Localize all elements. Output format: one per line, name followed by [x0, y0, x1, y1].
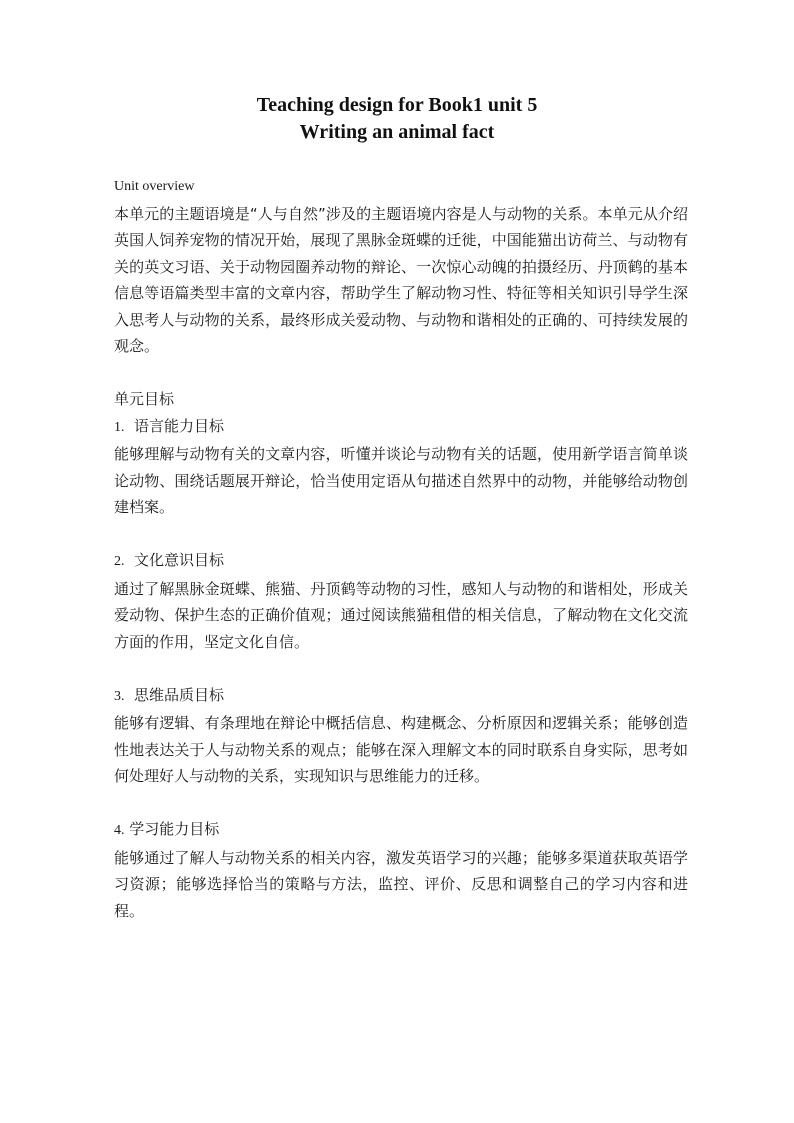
objective-2-body: 通过了解黑脉金斑蝶、熊猫、丹顶鹤等动物的习性，感知人与动物的和谐相处，形成关爱动物、保护生态的正确价值观；通过阅读熊猫租借的相关信息，了解动物在文化交流方面的作用，坚定文化自信。: [114, 579, 688, 651]
objective-3-body: 能够有逻辑、有条理地在辩论中概括信息、构建概念、分析原因和逻辑关系；能够创造性地表达关于人与动物关系的观点；能够在深入理解文本的同时联系自身实际，思考如何处理好人与动物的关系，实现知识与思维能力的迁移。: [114, 714, 688, 785]
spacer: [114, 521, 688, 548]
spacer: [114, 360, 688, 387]
objective-2-number: 2.: [114, 554, 125, 569]
objective-4-number: 4.: [114, 823, 125, 838]
title-line-1: Teaching design for Book1 unit 5: [256, 94, 538, 116]
objective-3-title: 思维品质目标: [134, 685, 225, 704]
objective-3-number: 3.: [114, 688, 125, 704]
objectives-heading: 单元目标: [114, 390, 175, 408]
objective-1-number: 1.: [114, 419, 125, 435]
objective-4-body: 能够通过了解人与动物关系的相关内容，激发英语学习的兴趣；能够多渠道获取英语学习资源；能够选择恰当的策略与方法，监控、评价、反思和调整自己的学习内容和进程。: [114, 848, 688, 920]
spacer: [114, 790, 688, 817]
objective-2-title: 文化意识目标: [134, 551, 225, 569]
unit-overview-body: 本单元的主题语境是“人与自然”涉及的主题语境内容是人与动物的关系。本单元从介绍英国人饲养宠物的情况开始，展现了黑脉金斑蝶的迁徙，中国能猫出访荷兰、与动物有关的英文习语、关于动物园圈养动物的辩论、一次惊心动魄的拍摄经历、丹顶鹤的基本信息等语篇类型丰富的文章内容，帮助学生了解动物习性、特征等相关知识引导学生深入思考人与动物的关系，最终形成关爱动物、与动物和谐相处的正确的、可持续发展的观念。: [114, 204, 688, 355]
document-title: [0, 92, 794, 146]
objective-4-heading: [114, 816, 688, 845]
objective-1-heading: [114, 413, 688, 442]
objective-1-body: 能够理解与动物有关的文章内容，听懂并谈论与动物有关的话题，使用新学语言简单谈论动物、围绕话题展开辩论，恰当使用定语从句描述自然界中的动物，并能够给动物创建档案。: [114, 445, 688, 516]
document-body: [114, 174, 688, 924]
objective-4-title: 学习能力目标: [129, 820, 220, 838]
objective-3-heading: [114, 682, 688, 711]
spacer: [114, 655, 688, 682]
objective-1-title: 语言能力目标: [134, 416, 225, 435]
title-line-2: Writing an animal fact: [299, 121, 495, 143]
unit-overview-heading: Unit overview: [114, 179, 195, 194]
objective-2-heading: [114, 547, 688, 576]
